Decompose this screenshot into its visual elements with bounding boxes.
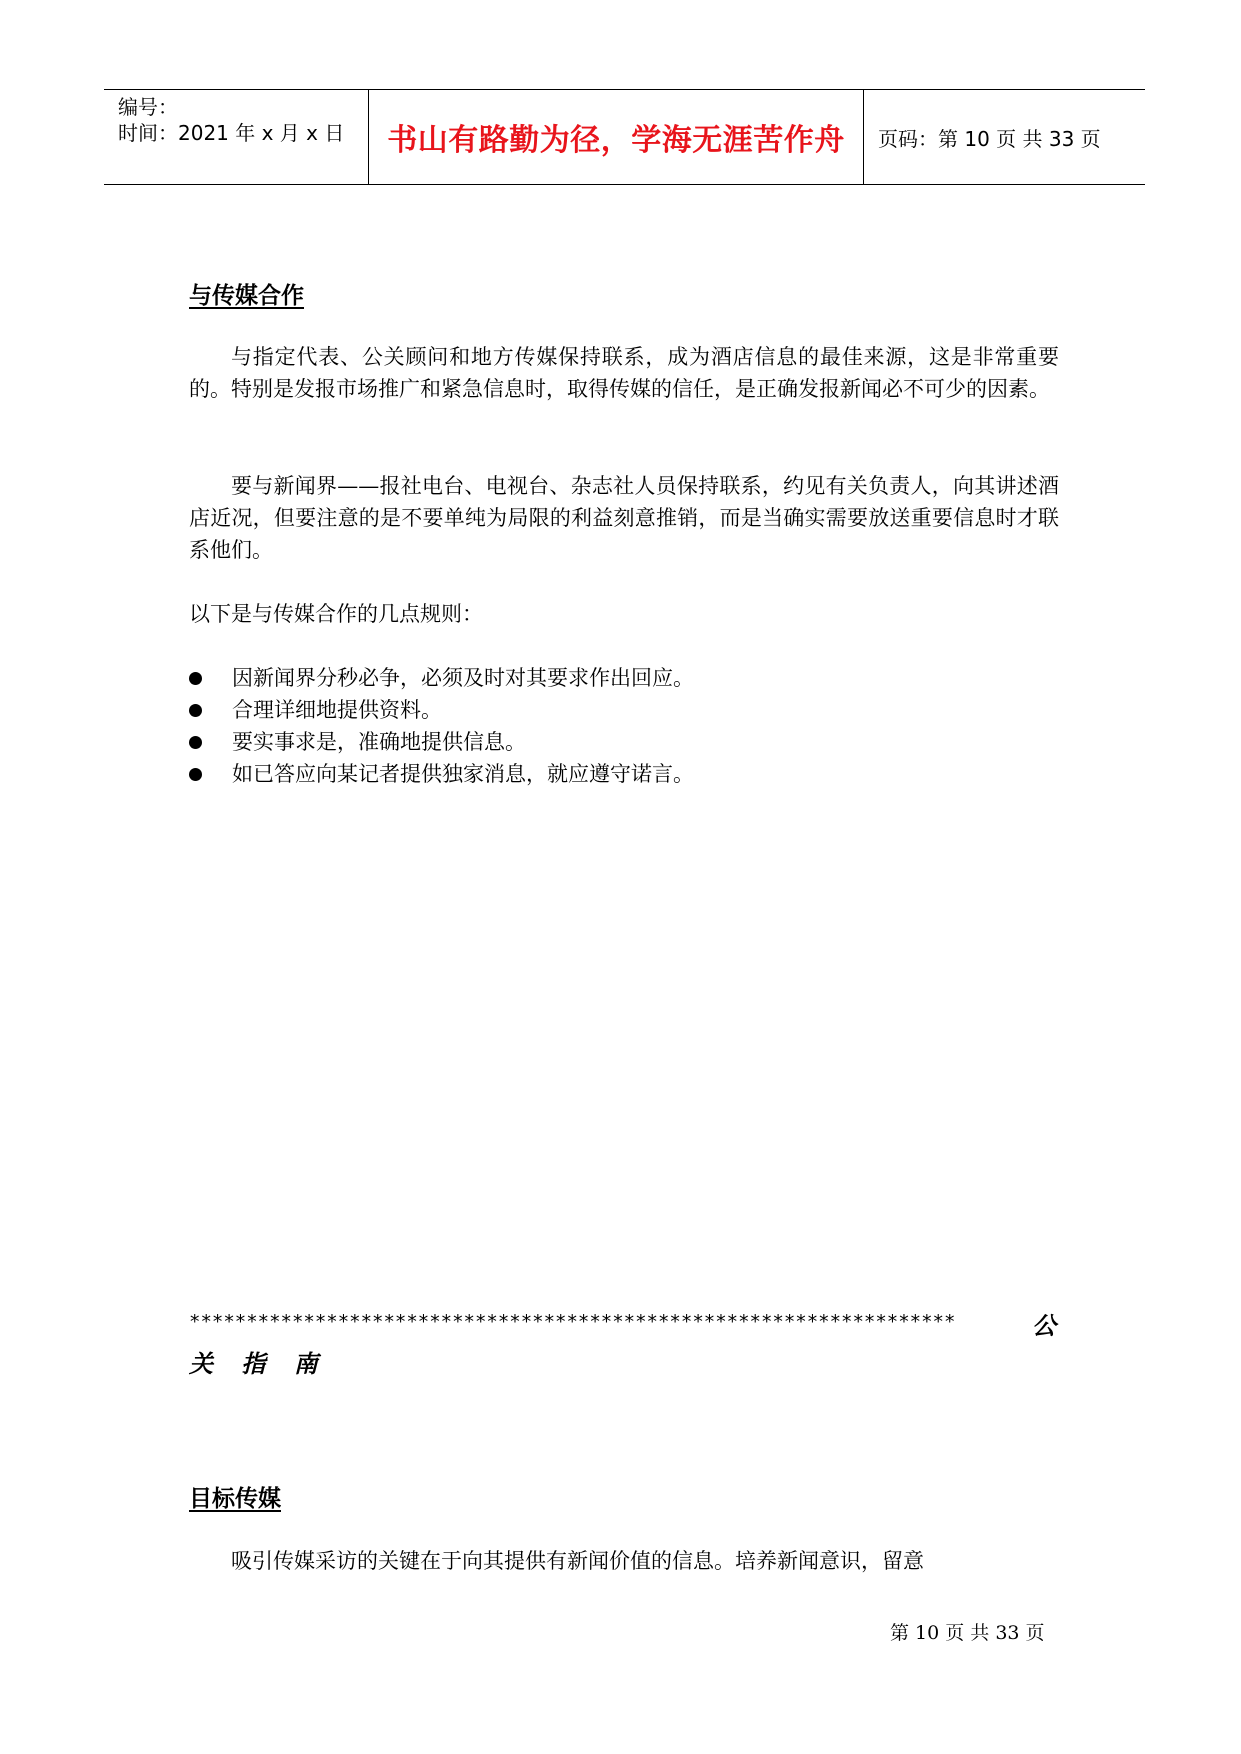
list-item — [189, 662, 1059, 694]
divider-gong-char: 公 — [1032, 1311, 1056, 1340]
rule-text: 合理详细地提供资料。 — [232, 698, 442, 722]
header-right-cell — [864, 90, 1145, 184]
paragraph-3: 吸引传媒采访的关键在于向其提供有新闻价值的信息。培养新闻意识，留意 — [231, 1549, 924, 1573]
paragraph-1: 与指定代表、公关顾问和地方传媒保持联系，成为酒店信息的最佳来源，这是非常重要的。特别是发报市场推广和紧急信息时，取得传媒的信任，是正确发报新闻必不可少的因素。 — [189, 345, 1059, 401]
document-time-label: 时间：2021 年 x 月 x 日 — [118, 121, 345, 145]
section-title-target-media: 目标传媒 — [189, 1485, 281, 1512]
section-title-media-cooperation: 与传媒合作 — [189, 282, 304, 309]
list-item — [189, 758, 1059, 790]
page-header — [104, 89, 1145, 185]
bullet-icon — [189, 768, 202, 781]
rule-text: 因新闻界分秒必争，必须及时对其要求作出回应。 — [232, 666, 694, 690]
list-item — [189, 726, 1059, 758]
bullet-icon — [189, 736, 202, 749]
rule-text: 如已答应向某记者提供独家消息，就应遵守诺言。 — [232, 762, 694, 786]
header-page-info: 页码：第 10 页 共 33 页 — [878, 126, 1101, 151]
bullet-icon — [189, 672, 202, 685]
star-divider: ******************************************************************* — [189, 1311, 956, 1333]
rules-intro: 以下是与传媒合作的几点规则： — [189, 602, 483, 626]
page-footer: 第 10 页 共 33 页 — [890, 1622, 1045, 1644]
document-number-label: 编号： — [118, 95, 178, 119]
rules-list — [189, 662, 1059, 790]
paragraph-2: 要与新闻界——报社电台、电视台、杂志社人员保持联系，约见有关负责人，向其讲述酒店近况，但要注意的是不要单纯为局限的利益刻意推销，而是当确实需要放送重要信息时才联系他们。 — [189, 474, 1059, 562]
pr-guide-label: 关 指 南 — [189, 1349, 328, 1378]
header-motto: 书山有路勤为径，学海无涯苦作舟 — [369, 90, 864, 184]
header-left-cell — [104, 90, 369, 184]
bullet-icon — [189, 704, 202, 717]
list-item — [189, 694, 1059, 726]
rule-text: 要实事求是，准确地提供信息。 — [232, 730, 526, 754]
